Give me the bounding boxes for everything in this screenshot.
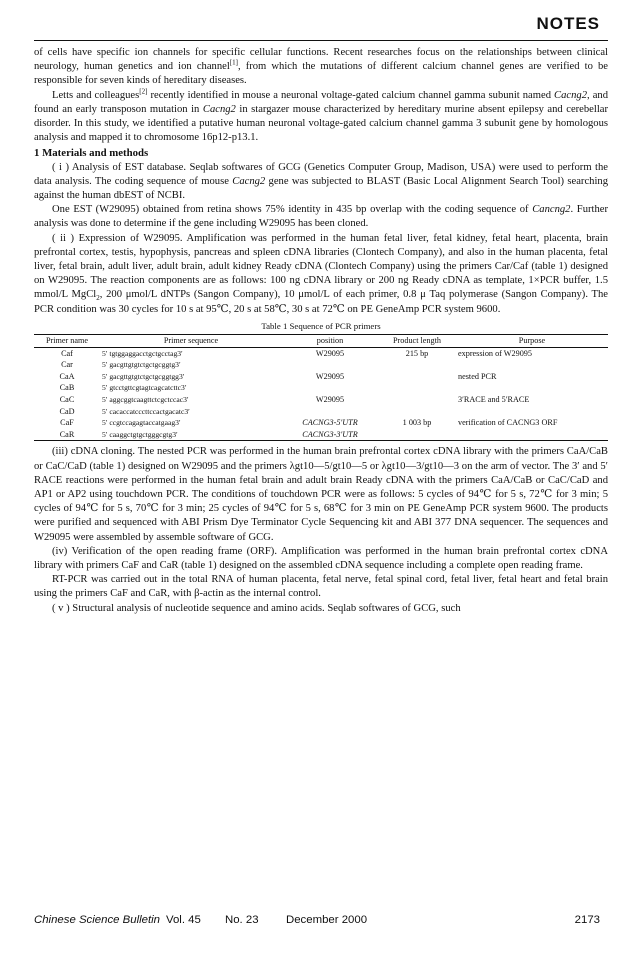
italic-text: Cacng2 bbox=[202, 103, 236, 115]
position-cell: W29095 bbox=[315, 348, 345, 358]
paragraph-structural-analysis bbox=[34, 602, 608, 616]
italic-text: Cacng2 bbox=[554, 89, 588, 101]
article-body bbox=[34, 46, 608, 616]
primer-sequence-cell: 5′ caaggctgtgctgggcgtg3′ bbox=[100, 429, 282, 441]
purpose-cell: verification of CACNG3 ORF bbox=[458, 418, 558, 428]
page-number: 2173 bbox=[574, 914, 600, 926]
primer-name-cell: CaR bbox=[34, 429, 100, 441]
position-cell: CACNG3-3′UTR bbox=[282, 429, 378, 441]
primer-name-cell: Car bbox=[61, 360, 73, 370]
product-length-cell bbox=[378, 382, 456, 394]
text-run: , from which the mutations of different calcium channel genes are verified to be responsible for seven kinds of hereditary diseases. bbox=[34, 61, 608, 87]
purpose-cell bbox=[456, 406, 608, 418]
text-run: (iii) cDNA cloning. The nested PCR was performed in the human brain prefrontal cortex cDNA library with the primers CaA/CaB or CaC/CaD (table 1) designed on W29095 and the primers λgt10—5/gt10—5 or λgt10—3/gt10—3 on the arm of vector. The 3′ and 5′ RACE reactions were performed in the human fetal brain and adult brain Ready cDNA with the primers CaA/CaB or CaC/CaD and AP1 or AP2 using touchdown PCR. The conditions of touchdown PCR were as follows: 5 cycles of 94℃ for 5 s, 72℃ for 3 min; 5 cycles of 94℃ for 5 s, 70℃ for 3 min; 25 cycles of 94℃ for 5 s, 68℃ for 3 min on PE GeneAmp PCR system 9600. The products were purified and sequenced with ABI Prism Dye Terminator Cycle Sequencing kit and ABI 377 DNA sequencer. The sequences and W29095 were assembled by assemble software of GCG. bbox=[34, 446, 608, 543]
table-row bbox=[34, 359, 608, 371]
purpose-cell: 3′RACE and 5′RACE bbox=[458, 395, 530, 405]
position-cell: W29095 bbox=[315, 371, 345, 381]
purpose-cell bbox=[456, 382, 608, 394]
primer-sequence-cell: 5′ gtcctgttcgtagtcagcatcttc3′ bbox=[102, 383, 187, 393]
header-primer-name: Primer name bbox=[34, 335, 100, 348]
text-run: in stargazer mouse characterized by hereditary murine absent epilepsy and cerebellar disorder. In this study, we identified a putative human neuronal voltage-gated calcium channel gamma 3 subunit gene by homologous analysis and mapped it to chromosome 16p12-p13.1. bbox=[34, 103, 608, 144]
primer-sequence-cell: 5′ gacgttgtgtctgctgcggtgg3′ bbox=[102, 371, 185, 381]
primer-sequence-cell: 5′ tgtggaggacctgctgcctag3′ bbox=[102, 348, 183, 358]
position-cell: W29095 bbox=[315, 395, 345, 405]
purpose-cell: expression of W29095 bbox=[458, 348, 532, 358]
header-purpose: Purpose bbox=[456, 335, 608, 348]
journal-number: No. 23 bbox=[225, 914, 259, 926]
position-cell bbox=[282, 359, 378, 371]
primer-table bbox=[34, 334, 608, 441]
primer-name-cell: CaD bbox=[59, 406, 75, 416]
header-position: position bbox=[282, 335, 378, 348]
paragraph-orf-verification bbox=[34, 545, 608, 573]
table-caption: Table 1 Sequence of PCR primers bbox=[261, 320, 381, 331]
header-primer-sequence: Primer sequence bbox=[100, 335, 282, 348]
position-cell bbox=[282, 406, 378, 418]
primer-name-cell: CaA bbox=[59, 371, 75, 381]
primer-sequence-cell: 5′ cacaccatcccttccactgacatc3′ bbox=[102, 406, 190, 416]
primer-sequence-cell: 5′ gacgttgtgtctgctgcggtg3′ bbox=[102, 360, 181, 370]
paragraph-rt-pcr bbox=[34, 573, 608, 601]
primer-name-cell: CaB bbox=[59, 383, 75, 393]
text-run: ( i ) Analysis of EST database. Seqlab softwares of GCG (Genetics Computer Group, Madison, USA) were used to perform the data analysis. The coding sequence of mouse bbox=[34, 161, 608, 187]
subscript-text: 2 bbox=[96, 294, 100, 303]
primer-sequence-cell: 5′ aggcggtcaagttctcgctccac3′ bbox=[102, 395, 189, 405]
page-footer bbox=[34, 914, 600, 926]
section-title: NOTES bbox=[536, 14, 600, 33]
paragraph-cdna-cloning bbox=[34, 445, 608, 544]
citation-ref: [2] bbox=[139, 87, 148, 96]
table-row bbox=[34, 417, 608, 429]
text-run: , 200 μmol/L dNTPs (Sangon Company), 10 μmol/L of each primer, 0.8 μ Taq polymerase (Sangon Company). The PCR condition was 30 cycles for 10 s at 95℃, 20 s at 58℃, 30 s at 72℃ on PE GeneAmp PCR system 9600. bbox=[34, 289, 609, 315]
purpose-cell bbox=[456, 429, 608, 441]
paragraph-expression bbox=[34, 232, 608, 317]
product-length-cell bbox=[378, 429, 456, 441]
product-length-cell bbox=[378, 406, 456, 418]
table-row bbox=[34, 394, 608, 406]
table-header-row bbox=[34, 335, 608, 348]
primer-name-cell: CaC bbox=[59, 395, 75, 405]
table-row bbox=[34, 406, 608, 418]
product-length-cell: 215 bp bbox=[405, 348, 429, 358]
text-run: ( ii ) Expression of W29095. Amplification was performed in the human fetal liver, fetal kidney, fetal heart, placenta, brain prefrontal cortex, testis, hypophysis, pancreas and spleen cDNA libraries (Clontech Company), and also in the human placenta, fetal liver, fetal brain, adult liver, adult brain, adult kidney Ready cDNA (Clontech Company) using the primers Car/Caf (table 1) designed on W29095. The reaction components are as follows: 100 ng cDNA library or 200 ng Ready cDNA as template, 1×PCR buffer, 1.5 mmol/L MgCl bbox=[34, 232, 608, 301]
primer-name-cell: CaF bbox=[60, 418, 74, 428]
text-run: Letts and colleagues bbox=[52, 89, 140, 101]
text-run: , and found an early transposon mutation in bbox=[34, 89, 608, 115]
section-heading: 1 Materials and methods bbox=[34, 147, 149, 160]
text-run: recently identified in mouse a neuronal voltage-gated calcium channel gamma subunit named bbox=[147, 89, 555, 101]
journal-name: Chinese Science Bulletin bbox=[34, 914, 161, 926]
header-rule bbox=[34, 40, 608, 41]
table-row bbox=[34, 429, 608, 441]
text-run: gene was subjected to BLAST (Basic Local Alignment Search Tool) searching against the human dbEST of NCBI. bbox=[34, 175, 608, 202]
paragraph-est-analysis bbox=[34, 161, 608, 204]
product-length-cell: 1 003 bp bbox=[402, 418, 432, 428]
header-product-length: Product length bbox=[378, 335, 456, 348]
citation-ref: [1] bbox=[229, 58, 238, 67]
table-row bbox=[34, 382, 608, 394]
journal-date: December 2000 bbox=[286, 914, 368, 926]
product-length-cell bbox=[378, 371, 456, 383]
text-run: . Further analysis was done to determine if the gene including W29095 has been cloned. bbox=[34, 204, 608, 230]
product-length-cell bbox=[378, 359, 456, 371]
purpose-cell: nested PCR bbox=[458, 371, 497, 381]
italic-text: Cacng2 bbox=[232, 175, 266, 187]
table-row bbox=[34, 347, 608, 359]
position-cell bbox=[282, 382, 378, 394]
journal-volume: Vol. 45 bbox=[166, 914, 201, 926]
purpose-cell bbox=[456, 359, 608, 371]
paragraph-1 bbox=[34, 46, 608, 89]
text-run: RT-PCR was carried out in the total RNA of human placenta, fetal nerve, fetal spinal cord, fetal liver, fetal heart and fetal brain using the primers CaF and CaR, with β-actin as the internal control. bbox=[34, 574, 608, 600]
text-run: (iv) Verification of the open reading frame (ORF). Amplification was performed in the human brain prefrontal cortex cDNA library with primers CaF and CaR (table 1) designed on the assembled cDNA sequence including a complete open reading frame. bbox=[34, 545, 608, 572]
text-run: One EST (W29095) obtained from retina shows 75% identity in 435 bp overlap with the coding sequence of bbox=[52, 204, 533, 216]
paragraph-2 bbox=[34, 89, 608, 146]
primer-name-cell: Caf bbox=[61, 348, 73, 358]
primer-sequence-cell: 5′ ccgtccagagtaccatgaag3′ bbox=[102, 418, 181, 428]
italic-text: Cancng2 bbox=[532, 204, 571, 216]
paragraph-est-result bbox=[34, 203, 608, 231]
text-run: of cells have specific ion channels for specific cellular functions. Recent researches focus on the relationships between clinical neurology, human genetics and ion channel bbox=[34, 47, 608, 73]
text-run: ( v ) Structural analysis of nucleotide sequence and amino acids. Seqlab softwares of GCG, such bbox=[52, 602, 461, 614]
product-length-cell bbox=[378, 394, 456, 406]
position-cell: CACNG3-5′UTR bbox=[302, 418, 358, 428]
table-row bbox=[34, 371, 608, 383]
